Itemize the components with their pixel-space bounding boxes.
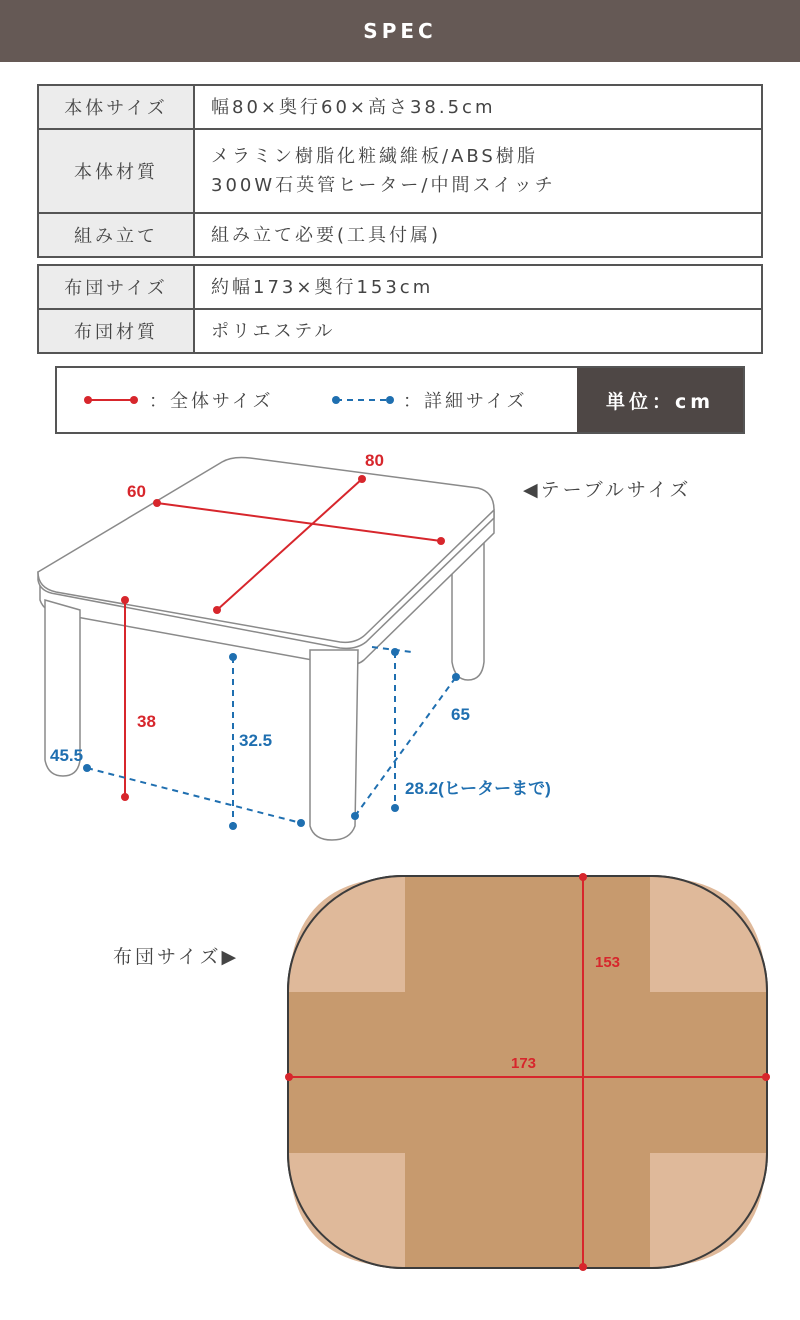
futon-depth-endpoint: [579, 873, 587, 881]
futon-corner-top-left: [289, 877, 405, 992]
futon-width-label: 173: [511, 1055, 537, 1072]
spec-label-body-material: 本体材質: [38, 129, 194, 213]
spec-label-futon-material: 布団材質: [38, 309, 194, 353]
futon-depth-endpoint: [579, 1263, 587, 1271]
spec-label-futon-size: 布団サイズ: [38, 265, 194, 309]
depth-endpoint: [153, 499, 161, 507]
table-depth-label: 60: [127, 482, 146, 501]
futon-depth-label: 153: [595, 954, 621, 971]
width-endpoint: [213, 606, 221, 614]
table-leg-front-right: [310, 650, 358, 840]
legend-detail-label: ：詳細サイズ: [403, 391, 528, 412]
futon-drawing: [288, 876, 767, 1268]
table-size-title: ◀テーブルサイズ: [523, 479, 692, 501]
inner-height-label: 32.5: [239, 731, 273, 750]
spec-value-material-line-1: メラミン樹脂化粧繊維板/ABS樹脂: [211, 146, 538, 167]
unit-label: 単位：cm: [577, 368, 743, 432]
spec-label-assembly: 組み立て: [38, 213, 194, 257]
spec-value-futon-size: 約幅173×奥行153cm: [194, 265, 762, 309]
spec-value-material-line-2: 300W石英管ヒーター/中間スイッチ: [211, 175, 556, 196]
spec-header: SPEC: [0, 0, 800, 62]
height-endpoint: [121, 793, 129, 801]
futon-width-endpoint: [285, 1073, 293, 1081]
table-width-label: 80: [365, 451, 384, 470]
legend-overall-label: ：全体サイズ: [149, 391, 274, 412]
futon-corner-bottom-left: [289, 1153, 405, 1267]
spec-label-body-size: 本体サイズ: [38, 85, 194, 129]
depth-endpoint: [437, 537, 445, 545]
spec-value-futon-material: ポリエステル: [194, 309, 762, 353]
width-endpoint: [358, 475, 366, 483]
table-height-label: 38: [137, 712, 156, 731]
futon-corner-bottom-right: [650, 1153, 766, 1267]
leg-span-side-label: 45.5: [50, 746, 84, 765]
futon-size-title: 布団サイズ▶: [113, 946, 240, 968]
heater-clearance-label: 28.2(ヒーターまで): [405, 779, 551, 798]
height-endpoint: [121, 596, 129, 604]
spec-value-body-size: 幅80×奥行60×高さ38.5cm: [194, 85, 762, 129]
leg-span-depth-label: 65: [451, 705, 470, 724]
futon-width-endpoint: [762, 1073, 770, 1081]
spec-value-assembly: 組み立て必要(工具付属): [194, 213, 762, 257]
futon-corner-top-right: [650, 877, 766, 992]
